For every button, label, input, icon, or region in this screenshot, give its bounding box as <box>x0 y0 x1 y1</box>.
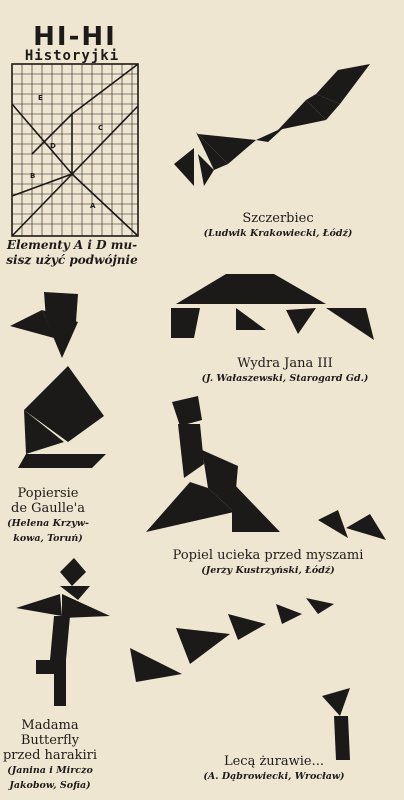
caption-zurawie <box>156 754 392 784</box>
caption-wydra <box>172 356 398 386</box>
page-title: HI-HI <box>33 22 117 52</box>
piece-label-a: A <box>90 202 96 210</box>
caption-author: (Ludwik Krakowiecki, Łódź) <box>203 228 353 239</box>
note-line-2: sisz użyć podwójnie <box>6 253 138 267</box>
caption-title-line-3: przed harakiri <box>2 748 98 763</box>
page-subtitle: Historyjki <box>24 48 120 64</box>
caption-szczerbiec <box>168 211 388 241</box>
szczerbiec-shape <box>168 60 378 195</box>
caption-title-line-1: Popiersie <box>17 486 79 501</box>
caption-title-line-1: Madama <box>21 718 79 733</box>
wydra-shape <box>166 268 380 348</box>
caption-title-line-2: Butterfly <box>20 733 80 748</box>
caption-author-line-1: (Janina i Mirczo <box>7 765 93 776</box>
piece-label-e: E <box>38 94 43 102</box>
diagram-note <box>0 238 144 268</box>
piece-label-b: B <box>30 172 36 180</box>
caption-madama <box>0 718 100 793</box>
caption-title: Wydra Jana III <box>237 356 333 371</box>
caption-title-line-2: de Gaulle'a <box>11 501 85 516</box>
caption-author: (Jerzy Kustrzyński, Łódź) <box>201 565 335 576</box>
piece-label-c: C <box>98 124 104 132</box>
madama-shape <box>12 556 122 716</box>
caption-author-line-1: (Helena Krzyw- <box>7 518 89 529</box>
caption-popiersie <box>0 486 96 546</box>
caption-author-line-2: kowa, Toruń) <box>13 533 83 544</box>
popiel-shape <box>140 392 392 542</box>
tangram-grid-diagram <box>10 62 142 240</box>
piece-label-d: D <box>50 142 56 150</box>
note-line-1: Elementy A i D mu- <box>6 238 138 252</box>
caption-title: Lecą żurawie... <box>223 754 325 769</box>
popiersie-shape <box>6 290 118 475</box>
caption-title: Szczerbiec <box>242 211 314 226</box>
zurawie-shape <box>126 592 392 772</box>
caption-popiel <box>150 548 386 578</box>
caption-author-line-2: Jakobow, Sofia) <box>9 780 91 791</box>
caption-title: Popiel ucieka przed myszami <box>172 548 364 563</box>
caption-author: (J. Wałaszewski, Starogard Gd.) <box>201 373 369 384</box>
caption-author: (A. Dąbrowiecki, Wrocław) <box>203 771 345 782</box>
